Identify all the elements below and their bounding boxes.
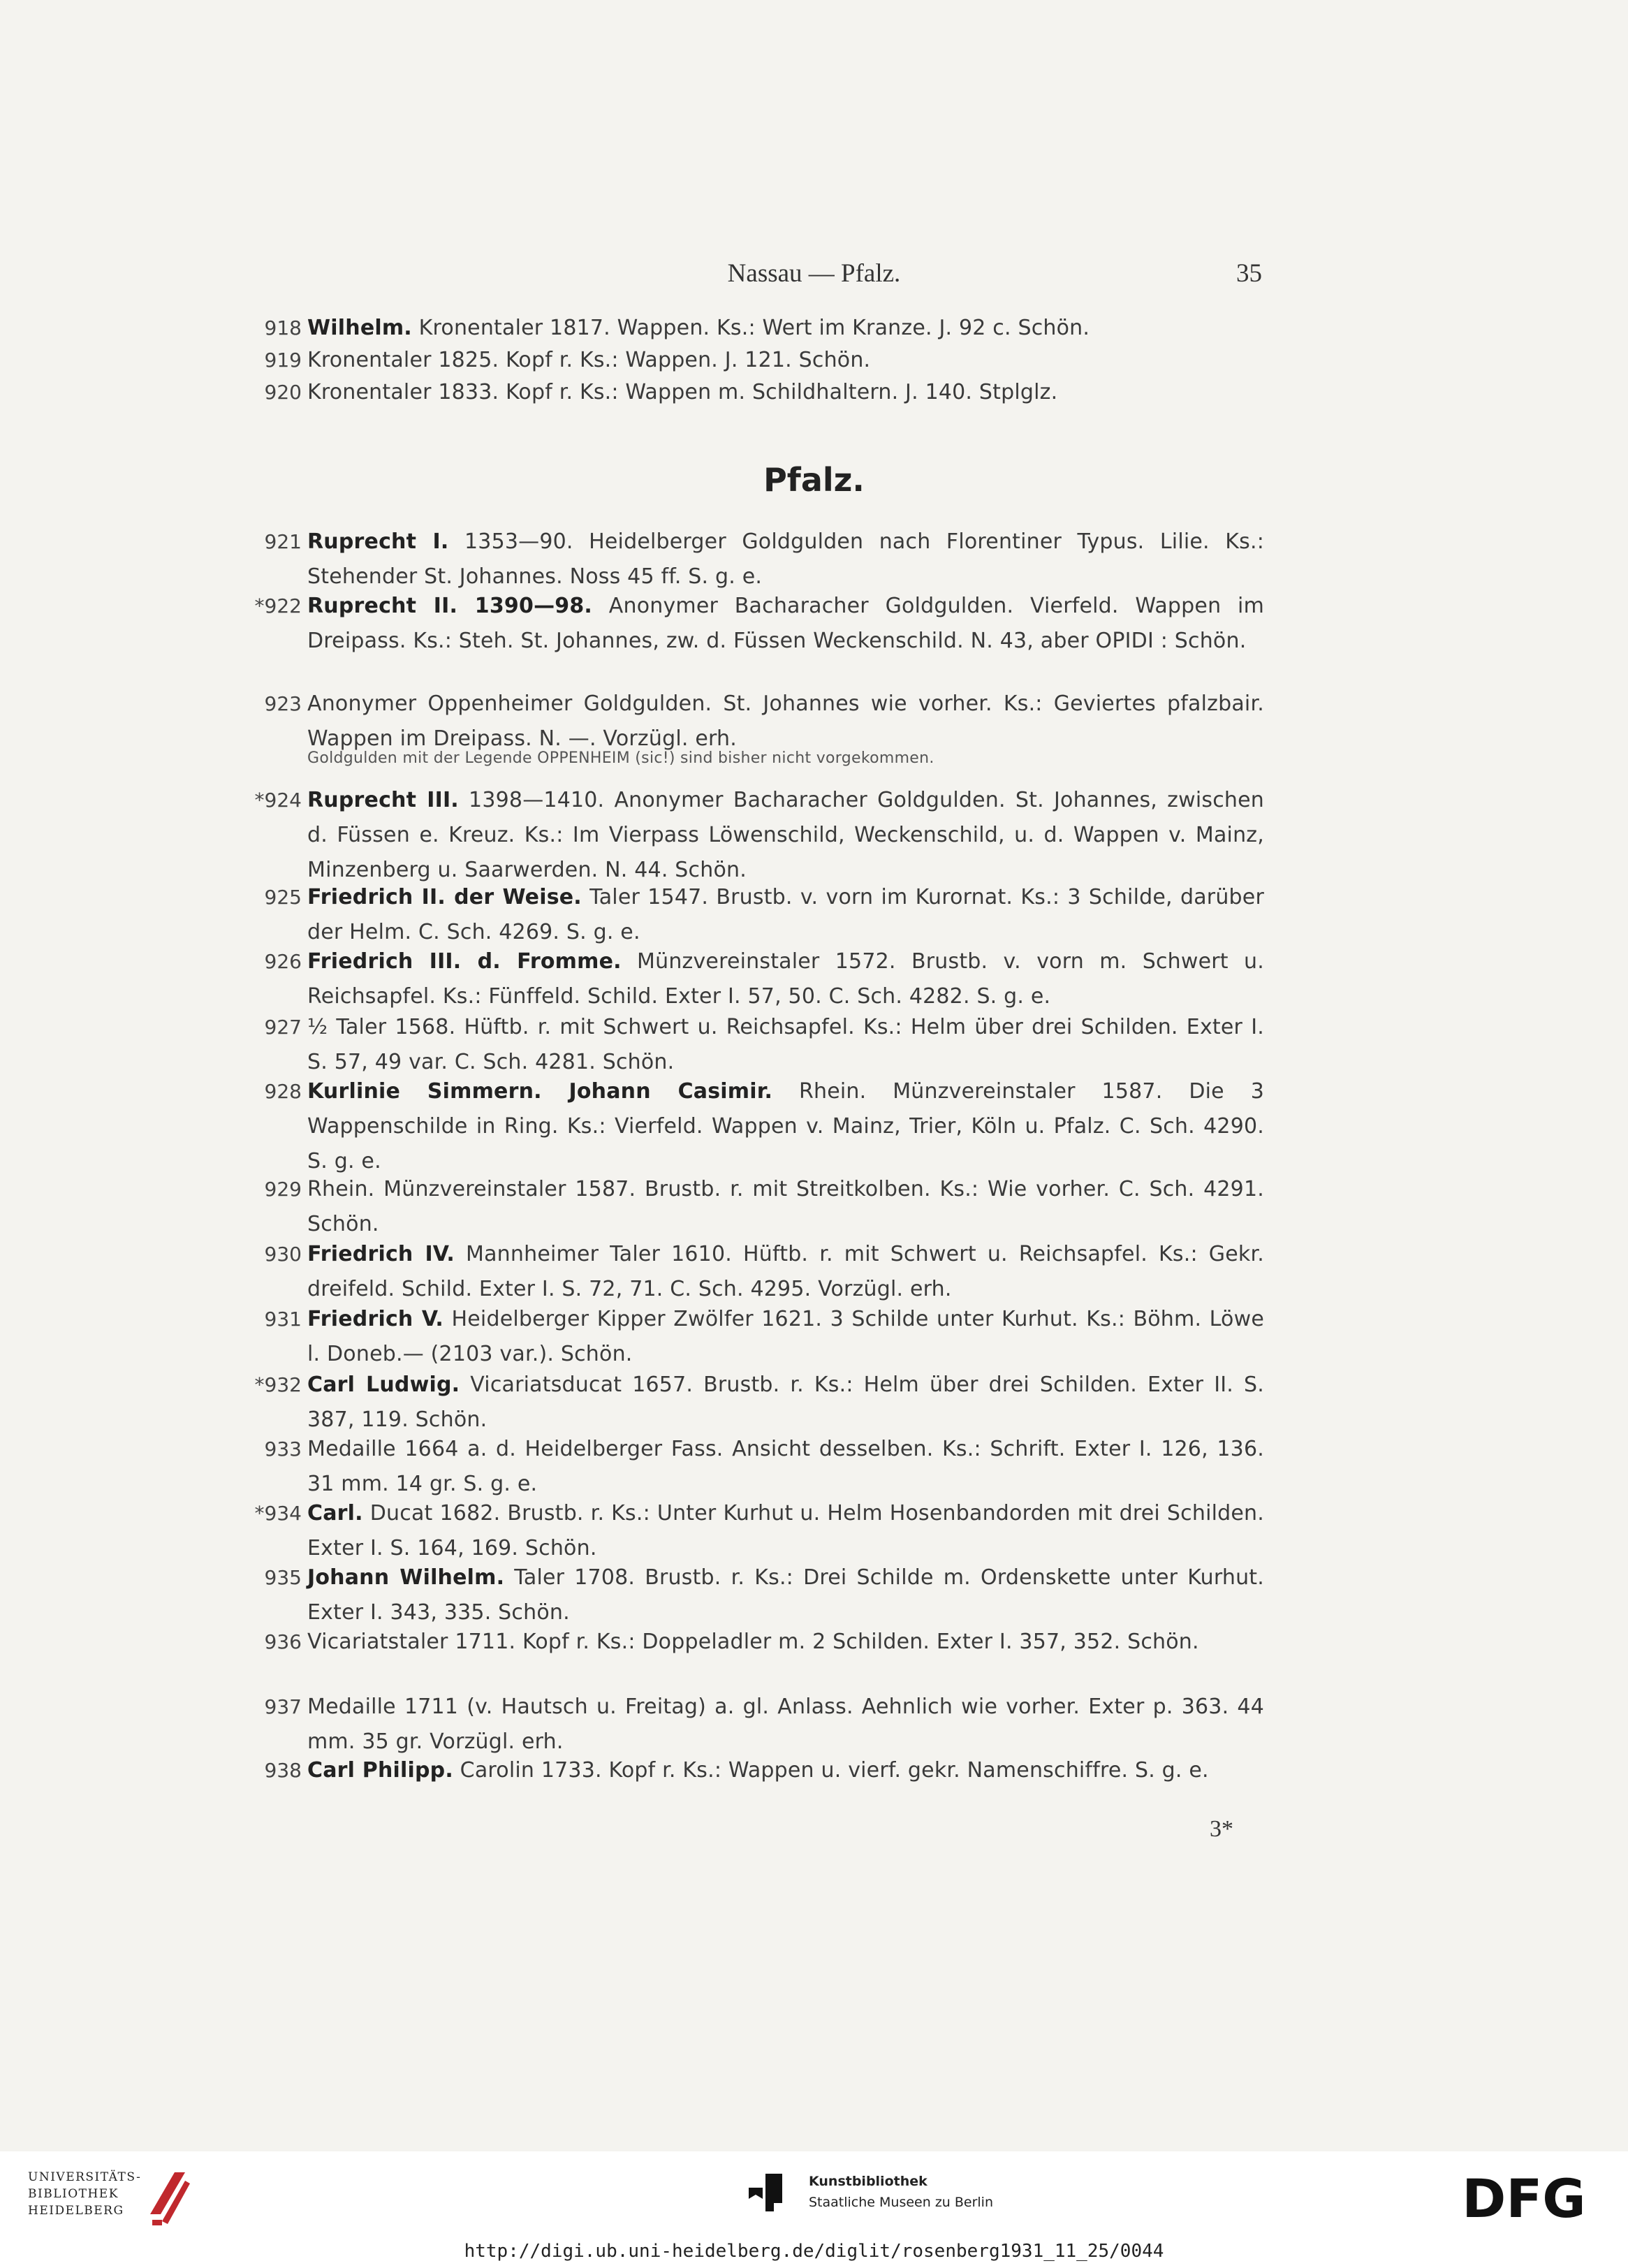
ub-line: HEIDELBERG	[28, 2204, 124, 2218]
footnote: Goldgulden mit der Legende OPPENHEIM (sic!) sind bisher nicht vorgekommen.	[307, 749, 934, 767]
entry-description: Münzvereinstaler 1572. Brustb. v. vorn m. Schwert u. Reichsapfel. Ks.: Fünffeld. Schild. Exter I. 57, 50. C. Sch. 4282. S. g. e.	[307, 949, 1264, 1009]
entry-text	[307, 1625, 1264, 1660]
entry-number: 930	[264, 1243, 302, 1266]
kb-title: Kunstbibliothek	[809, 2174, 927, 2189]
signature-mark: 3*	[1210, 1816, 1233, 1842]
entry-description: ½ Taler 1568. Hüftb. r. mit Schwert u. Reichsapfel. Ks.: Helm über drei Schilden. Exter I. S. 57, 49 var. C. Sch. 4281. Schön.	[307, 1015, 1264, 1074]
entry-name: Johann Wilhelm.	[307, 1565, 505, 1590]
entry-description: Taler 1547. Brustb. v. vorn im Kurornat. Ks.: 3 Schilde, darüber der Helm. C. Sch. 4269. S. g. e.	[307, 885, 1264, 944]
entry-number: 931	[264, 1308, 302, 1331]
entry-number: 926	[264, 950, 302, 973]
entry-description: Anonymer Bacharacher Goldgulden. Vierfeld. Wappen im Dreipass. Ks.: Steh. St. Johannes, zw. d. Füssen Weckenschild. N. 43, aber OPIDI : Schön.	[307, 594, 1264, 653]
entry-description: 1353—90. Heidelberger Goldgulden nach Florentiner Typus. Lilie. Ks.: Stehender St. Johannes. Noss 45 ff. S. g. e.	[307, 529, 1265, 589]
entry-text	[307, 589, 1264, 659]
entry-description: Kronentaler 1817. Wappen. Ks.: Wert im Kranze. J. 92 c. Schön.	[411, 316, 1090, 340]
permalink-url[interactable]: http://digi.ub.uni-heidelberg.de/diglit/rosenberg1931_11_25/0044	[464, 2241, 1164, 2262]
kunstbibliothek-logo-icon[interactable]	[746, 2171, 795, 2214]
entry-name: Friedrich II. der Weise.	[307, 885, 582, 909]
entry-description: Kronentaler 1825. Kopf r. Ks.: Wappen. J. 121. Schön.	[307, 348, 871, 372]
entry-description: 1398—1410. Anonymer Bacharacher Goldgulden. St. Johannes, zwischen d. Füssen e. Kreuz. Ks.: Im Vierpass Löwenschild, Weckenschild, u. d. Wappen v. Mainz, Minzenberg u. Saarwerden. N. 44. Schön.	[307, 788, 1265, 882]
entry-number: 935	[264, 1566, 302, 1589]
entry-number: *924	[254, 789, 302, 812]
ub-heidelberg-logo-icon[interactable]	[147, 2165, 196, 2228]
entry-description: Rhein. Münzvereinstaler 1587. Brustb. r. mit Streitkolben. Ks.: Wie vorher. C. Sch. 4291. Schön.	[307, 1177, 1264, 1236]
entry-description: Kronentaler 1833. Kopf r. Ks.: Wappen m. Schildhaltern. J. 140. Stplglz.	[307, 380, 1058, 404]
entry-number: 921	[264, 530, 302, 553]
entry-number: 936	[264, 1630, 302, 1653]
entry-number: *922	[254, 594, 302, 617]
entry-description: Vicariatstaler 1711. Kopf r. Ks.: Doppeladler m. 2 Schilden. Exter I. 357, 352. Schön.	[307, 1630, 1199, 1654]
entry-name: Wilhelm.	[307, 316, 412, 340]
entry-name: Ruprecht III.	[307, 788, 459, 812]
kb-subtitle: Staatliche Museen zu Berlin	[809, 2195, 994, 2210]
entry-name: Ruprecht I.	[307, 529, 449, 554]
dfg-logo-text: DFG	[1462, 2174, 1586, 2223]
entry-text	[307, 1074, 1264, 1179]
entry-description: Carolin 1733. Kopf r. Ks.: Wappen u. vierf. gekr. Namenschiffre. S. g. e.	[453, 1758, 1209, 1783]
entry-text	[307, 880, 1264, 950]
entry-number: 937	[264, 1695, 302, 1718]
entry-text	[307, 343, 1264, 378]
ub-line: BIBLIOTHEK	[28, 2187, 119, 2201]
entry-description: Medaille 1711 (v. Hautsch u. Freitag) a. gl. Anlass. Aehnlich wie vorher. Exter p. 363. 44 mm. 35 gr. Vorzügl. erh.	[307, 1695, 1264, 1754]
entry-description: Rhein. Münzvereinstaler 1587. Die 3 Wappenschilde in Ring. Ks.: Vierfeld. Wappen v. Mainz, Trier, Köln u. Pfalz. C. Sch. 4290. S. g. e.	[307, 1079, 1264, 1173]
entry-number: 927	[264, 1016, 302, 1039]
entry-description: Anonymer Oppenheimer Goldgulden. St. Johannes wie vorher. Ks.: Geviertes pfalzbair. Wappen im Dreipass. N. —. Vorzügl. erh.	[307, 692, 1264, 751]
entry-text	[307, 1560, 1264, 1630]
ub-line: UNIVERSITÄTS-	[28, 2170, 142, 2184]
section-heading: Pfalz.	[763, 461, 865, 499]
entry-name: Ruprecht II. 1390—98.	[307, 594, 593, 618]
entry-text	[307, 525, 1264, 594]
entry-text	[307, 1237, 1264, 1307]
entry-text	[307, 1010, 1264, 1080]
entry-description: Mannheimer Taler 1610. Hüftb. r. mit Schwert u. Reichsapfel. Ks.: Gekr. dreifeld. Schild. Exter I. S. 72, 71. C. Sch. 4295. Vorzügl. erh.	[307, 1242, 1265, 1301]
entry-name: Kurlinie Simmern. Johann Casimir.	[307, 1079, 773, 1104]
page-header	[0, 258, 1628, 293]
entry-number: 938	[264, 1759, 302, 1782]
entry-text	[307, 1690, 1264, 1759]
entry-name: Carl Ludwig.	[307, 1373, 460, 1397]
entry-description: Taler 1708. Brustb. r. Ks.: Drei Schilde m. Ordenskette unter Kurhut. Exter I. 343, 335. Schön.	[307, 1565, 1265, 1625]
entry-text	[307, 311, 1264, 346]
page-number: 35	[1236, 259, 1262, 288]
entry-text	[307, 375, 1264, 410]
entry-text	[307, 1432, 1264, 1502]
entry-number: *934	[254, 1502, 302, 1525]
entry-description: Medaille 1664 a. d. Heidelberger Fass. Ansicht desselben. Ks.: Schrift. Exter I. 126, 136. 31 mm. 14 gr. S. g. e.	[307, 1437, 1264, 1496]
entry-text	[307, 1368, 1264, 1437]
running-title: Nassau — Pfalz.	[727, 259, 901, 288]
entry-text	[307, 944, 1264, 1014]
entry-text	[307, 687, 1264, 756]
dfg-logo-icon[interactable]	[1449, 2174, 1599, 2223]
entry-text	[307, 1753, 1264, 1788]
entry-number: *932	[254, 1373, 302, 1396]
entry-description: Vicariatsducat 1657. Brustb. r. Ks.: Helm über drei Schilden. Exter II. S. 387, 119. Schön.	[307, 1373, 1264, 1432]
entry-description: Heidelberger Kipper Zwölfer 1621. 3 Schilde unter Kurhut. Ks.: Böhm. Löwe l. Doneb.— (2103 var.). Schön.	[307, 1307, 1264, 1366]
entry-name: Carl Philipp.	[307, 1758, 453, 1783]
entry-number: 929	[264, 1178, 302, 1201]
entry-text	[307, 783, 1264, 888]
entry-text	[307, 1172, 1264, 1242]
entry-number: 920	[264, 381, 302, 404]
entry-name: Friedrich IV.	[307, 1242, 455, 1266]
entry-number: 925	[264, 886, 302, 909]
entry-text	[307, 1496, 1264, 1566]
entry-text	[307, 1302, 1264, 1372]
entry-number: 919	[264, 349, 302, 372]
entry-name: Friedrich V.	[307, 1307, 444, 1331]
kunstbibliothek-logo-text	[809, 2171, 993, 2213]
entry-number: 928	[264, 1080, 302, 1103]
entry-number: 933	[264, 1437, 302, 1461]
entry-name: Carl.	[307, 1501, 363, 1526]
entry-name: Friedrich III. d. Fromme.	[307, 949, 622, 974]
entry-number: 918	[264, 316, 302, 339]
ub-heidelberg-logo-text	[28, 2169, 141, 2219]
entry-description: Ducat 1682. Brustb. r. Ks.: Unter Kurhut u. Helm Hosenbandorden mit drei Schilden. Exter I. S. 164, 169. Schön.	[307, 1501, 1264, 1560]
entry-number: 923	[264, 692, 302, 715]
